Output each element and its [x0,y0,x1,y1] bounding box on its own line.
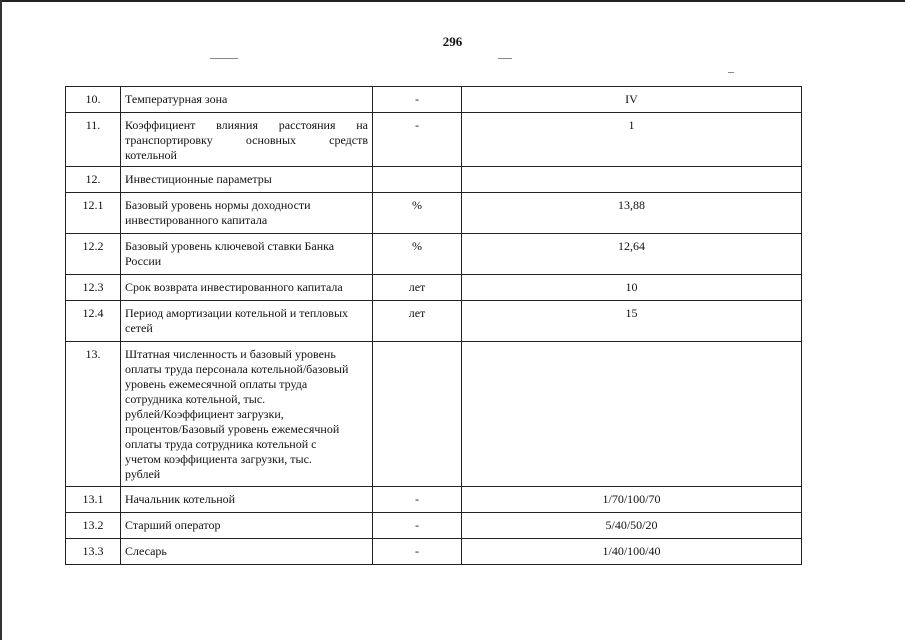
unit-cell: - [373,513,462,539]
parameter-name-cell [121,167,373,193]
parameter-name-cell [121,113,373,167]
row-number-cell: 13. [66,342,121,487]
parameter-name-line: учетом коэффициента загрузки, тыс. [125,452,312,466]
unit-cell: - [373,539,462,565]
parameter-name-line: сетей [125,321,153,335]
unit-cell: - [373,87,462,113]
value-cell: 1/40/100/40 [462,539,802,565]
value-cell: 13,88 [462,193,802,234]
parameter-name-cell [121,275,373,301]
row-number-cell: 12.3 [66,275,121,301]
value-cell: 15 [462,301,802,342]
table-row [66,87,802,113]
parameter-name-cell [121,487,373,513]
parameter-name-cell [121,234,373,275]
parameter-name-line: России [125,254,162,268]
value-cell [462,342,802,487]
table-row [66,234,802,275]
row-number-cell: 12.2 [66,234,121,275]
parameter-name-line: Начальник котельной [125,492,236,506]
page-edge-top [0,0,905,2]
parameter-name-line: Коэффициент влияния расстояния на [125,118,368,132]
scan-speck [210,58,238,59]
parameter-name-line: Инвестиционные параметры [125,172,272,186]
unit-cell [373,167,462,193]
unit-cell: - [373,487,462,513]
parameter-name-cell [121,301,373,342]
row-number-cell: 11. [66,113,121,167]
value-cell: 10 [462,275,802,301]
table-row [66,487,802,513]
parameter-name-line: Слесарь [125,544,167,558]
unit-cell: % [373,234,462,275]
row-number-cell: 12.1 [66,193,121,234]
row-number-cell: 12.4 [66,301,121,342]
parameter-name-cell [121,193,373,234]
scan-speck [498,58,512,59]
parameter-name-line: рублей [125,467,161,481]
parameter-name-line: Штатная численность и базовый уровень [125,347,336,361]
value-cell: 1/70/100/70 [462,487,802,513]
scan-speck [728,72,734,73]
table-row [66,301,802,342]
table-row [66,513,802,539]
table-row [66,539,802,565]
row-number-cell: 13.1 [66,487,121,513]
unit-cell: лет [373,301,462,342]
parameter-name-line: инвестированного капитала [125,213,268,227]
parameter-name-line: оплаты труда персонала котельной/базовый [125,362,349,376]
row-number-cell: 12. [66,167,121,193]
parameter-name-cell [121,513,373,539]
row-number-cell: 10. [66,87,121,113]
parameter-name-cell [121,342,373,487]
page-number: 296 [442,34,463,49]
parameter-name-line: транспортировку основных средств [125,133,368,147]
parameter-name-line: рублей/Коэффициент загрузки, [125,407,284,421]
value-cell: 5/40/50/20 [462,513,802,539]
parameter-name-line: процентов/Базовый уровень ежемесячной [125,422,340,436]
table-row [66,193,802,234]
parameter-name-line: Старший оператор [125,518,221,532]
parameter-name-line: Базовый уровень нормы доходности [125,198,311,212]
parameter-name-line: Срок возврата инвестированного капитала [125,280,343,294]
table-row [66,167,802,193]
row-number-cell: 13.2 [66,513,121,539]
unit-cell: - [373,113,462,167]
unit-cell: % [373,193,462,234]
parameter-name-line: Период амортизации котельной и тепловых [125,306,349,320]
parameter-name-line: уровень ежемесячной оплаты труда [125,377,308,391]
table-row [66,113,802,167]
value-cell: IV [462,87,802,113]
parameter-name-cell [121,539,373,565]
unit-cell: лет [373,275,462,301]
parameters-table-body [66,87,802,565]
page-edge-left [0,0,2,640]
parameter-name-line: сотрудника котельной, тыс. [125,392,266,406]
parameter-name-line: оплаты труда сотрудника котельной с [125,437,317,451]
parameter-name-cell [121,87,373,113]
parameter-name-line: котельной [125,148,177,162]
row-number-cell: 13.3 [66,539,121,565]
unit-cell [373,342,462,487]
parameters-table [65,86,802,565]
table-row [66,275,802,301]
value-cell: 12,64 [462,234,802,275]
table-row [66,342,802,487]
value-cell: 1 [462,113,802,167]
value-cell [462,167,802,193]
parameter-name-line: Температурная зона [125,92,228,106]
parameter-name-line: Базовый уровень ключевой ставки Банка [125,239,335,253]
